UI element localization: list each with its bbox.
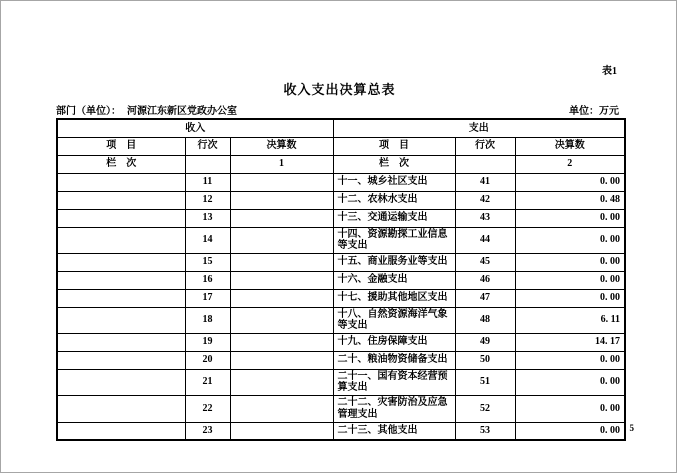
table-row <box>57 333 625 351</box>
expense-line-cell: 53 <box>455 422 515 440</box>
income-line-cell: 17 <box>185 289 230 307</box>
expense-amount-cell: 0. 00 <box>515 227 625 253</box>
income-item-cell <box>57 369 185 395</box>
expense-line-cell: 45 <box>455 253 515 271</box>
expense-lanci-line-cell <box>455 155 515 173</box>
expense-line-cell: 43 <box>455 209 515 227</box>
expense-amount-cell: 0. 00 <box>515 271 625 289</box>
expense-line-cell: 50 <box>455 351 515 369</box>
expense-line-cell: 49 <box>455 333 515 351</box>
expense-lanci-cell: 栏 次 <box>333 155 455 173</box>
income-item-cell <box>57 333 185 351</box>
expense-amount-cell: 0. 00 <box>515 289 625 307</box>
table-row <box>57 395 625 422</box>
expense-line-cell: 52 <box>455 395 515 422</box>
table-row <box>57 227 625 253</box>
expense-amount-cell: 0. 00 <box>515 253 625 271</box>
income-line-header: 行次 <box>185 137 230 155</box>
table-row <box>57 289 625 307</box>
income-item-cell <box>57 253 185 271</box>
income-item-cell <box>57 209 185 227</box>
expense-line-cell: 46 <box>455 271 515 289</box>
expense-line-cell: 41 <box>455 173 515 191</box>
expense-amount-cell: 0. 00 <box>515 351 625 369</box>
income-item-cell <box>57 351 185 369</box>
table-number-label: 表1 <box>602 66 617 77</box>
expense-item-cell: 二十三、其他支出 <box>333 422 455 440</box>
income-section-header: 收入 <box>57 119 333 137</box>
income-item-cell <box>57 173 185 191</box>
expense-amount-cell: 0. 00 <box>515 173 625 191</box>
income-line-cell: 21 <box>185 369 230 395</box>
income-lanci-line-cell <box>185 155 230 173</box>
table-row <box>57 307 625 333</box>
expense-item-cell: 十二、农林水支出 <box>333 191 455 209</box>
department-line <box>56 102 237 117</box>
income-line-cell: 13 <box>185 209 230 227</box>
income-amount-cell <box>230 351 333 369</box>
income-line-cell: 22 <box>185 395 230 422</box>
income-amount-cell <box>230 253 333 271</box>
income-amount-cell <box>230 227 333 253</box>
income-amount-cell <box>230 369 333 395</box>
table-row <box>57 369 625 395</box>
income-line-cell: 19 <box>185 333 230 351</box>
income-amount-cell <box>230 307 333 333</box>
expense-item-cell: 二十、粮油物资储备支出 <box>333 351 455 369</box>
expense-section-header: 支出 <box>333 119 625 137</box>
section-header-row <box>57 119 625 137</box>
column-header-row <box>57 137 625 155</box>
expense-column-index-cell: 2 <box>515 155 625 173</box>
table-row <box>57 191 625 209</box>
income-lanci-cell: 栏 次 <box>57 155 185 173</box>
expense-amount-cell: 0. 48 <box>515 191 625 209</box>
expense-line-cell: 42 <box>455 191 515 209</box>
income-amount-cell <box>230 271 333 289</box>
info-row <box>56 102 619 117</box>
income-item-header: 项 目 <box>57 137 185 155</box>
income-item-cell <box>57 227 185 253</box>
income-item-cell <box>57 191 185 209</box>
table-row <box>57 422 625 440</box>
department-label: 部门（单位）： <box>56 106 121 117</box>
table-row <box>57 271 625 289</box>
expense-amount-cell: 0. 00 <box>515 422 625 440</box>
income-item-cell <box>57 271 185 289</box>
page-title: 收入支出决算总表 <box>283 82 396 97</box>
expense-item-cell: 十一、城乡社区支出 <box>333 173 455 191</box>
income-amount-cell <box>230 333 333 351</box>
income-line-cell: 12 <box>185 191 230 209</box>
income-line-cell: 11 <box>185 173 230 191</box>
expense-line-cell: 44 <box>455 227 515 253</box>
income-amount-cell <box>230 395 333 422</box>
expense-line-header: 行次 <box>455 137 515 155</box>
budget-summary-table <box>56 118 626 441</box>
income-item-cell <box>57 289 185 307</box>
expense-amount-cell: 0. 00 <box>515 209 625 227</box>
expense-item-cell: 二十二、灾害防治及应急管理支出 <box>333 395 455 422</box>
expense-amount-header: 决算数 <box>515 137 625 155</box>
income-amount-cell <box>230 173 333 191</box>
income-line-cell: 20 <box>185 351 230 369</box>
income-item-cell <box>57 422 185 440</box>
income-line-cell: 14 <box>185 227 230 253</box>
expense-item-cell: 十三、交通运输支出 <box>333 209 455 227</box>
expense-line-cell: 47 <box>455 289 515 307</box>
expense-line-cell: 48 <box>455 307 515 333</box>
expense-item-cell: 十七、援助其他地区支出 <box>333 289 455 307</box>
expense-amount-cell: 14. 17 <box>515 333 625 351</box>
department-value: 河源江东新区党政办公室 <box>127 106 237 117</box>
expense-item-cell: 十八、自然资源海洋气象等支出 <box>333 307 455 333</box>
expense-item-cell: 二十一、国有资本经营预算支出 <box>333 369 455 395</box>
unit-label: 单位：万元 <box>569 106 619 117</box>
income-item-cell <box>57 395 185 422</box>
income-column-index-cell: 1 <box>230 155 333 173</box>
income-amount-cell <box>230 209 333 227</box>
page-number: 5 <box>629 423 634 433</box>
table-row <box>57 209 625 227</box>
expense-item-cell: 十四、资源勘探工业信息等支出 <box>333 227 455 253</box>
income-amount-cell <box>230 422 333 440</box>
table-row <box>57 253 625 271</box>
expense-amount-cell: 0. 00 <box>515 395 625 422</box>
expense-amount-cell: 6. 11 <box>515 307 625 333</box>
expense-item-cell: 十五、商业服务业等支出 <box>333 253 455 271</box>
expense-item-cell: 十六、金融支出 <box>333 271 455 289</box>
table-row <box>57 173 625 191</box>
income-line-cell: 15 <box>185 253 230 271</box>
expense-item-cell: 十九、住房保障支出 <box>333 333 455 351</box>
table-row <box>57 351 625 369</box>
income-line-cell: 23 <box>185 422 230 440</box>
income-amount-cell <box>230 191 333 209</box>
income-amount-header: 决算数 <box>230 137 333 155</box>
income-line-cell: 18 <box>185 307 230 333</box>
expense-item-header: 项 目 <box>333 137 455 155</box>
income-line-cell: 16 <box>185 271 230 289</box>
income-amount-cell <box>230 289 333 307</box>
column-index-row <box>57 155 625 173</box>
expense-amount-cell: 0. 00 <box>515 369 625 395</box>
income-item-cell <box>57 307 185 333</box>
expense-line-cell: 51 <box>455 369 515 395</box>
